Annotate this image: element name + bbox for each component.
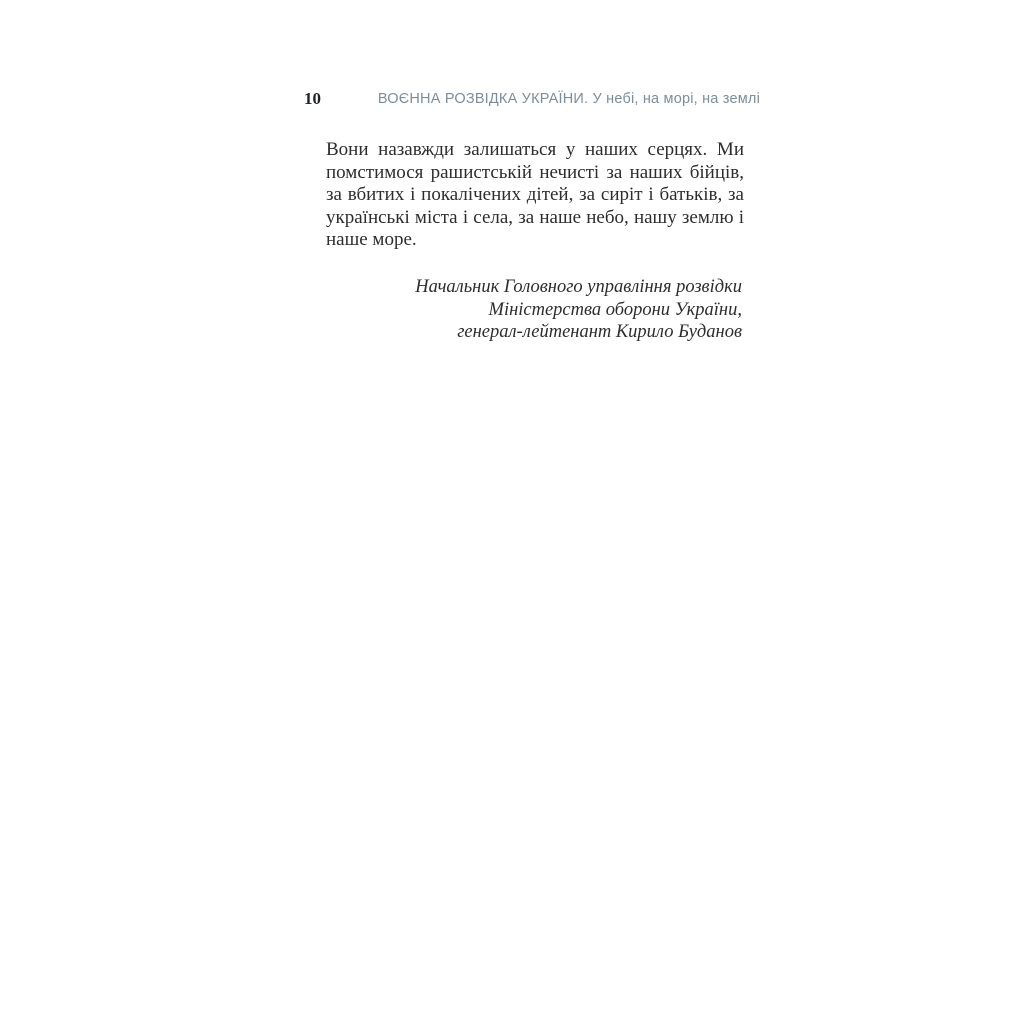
body-paragraph: Вони назавжди залишаться у наших серцях. Ми помстимося рашистській нечисті за наших бійців, за вбитих і покалічених дітей, за сиріт і батьків, за українські міста і села, за наше небо, нашу землю і наше море. — [326, 139, 744, 251]
attribution-line-3: генерал-лейтенант Кирило Буданов — [457, 322, 742, 342]
attribution-block — [306, 276, 742, 344]
attribution-line-2: Міністерства оборони України, — [488, 299, 742, 320]
attribution-line-1: Начальник Головного управління розвідки — [415, 277, 742, 297]
running-head: ВОЄННА РОЗВІДКА УКРАЇНИ. У небі, на морі, на землі — [377, 91, 760, 107]
page-number: 10 — [304, 89, 321, 108]
